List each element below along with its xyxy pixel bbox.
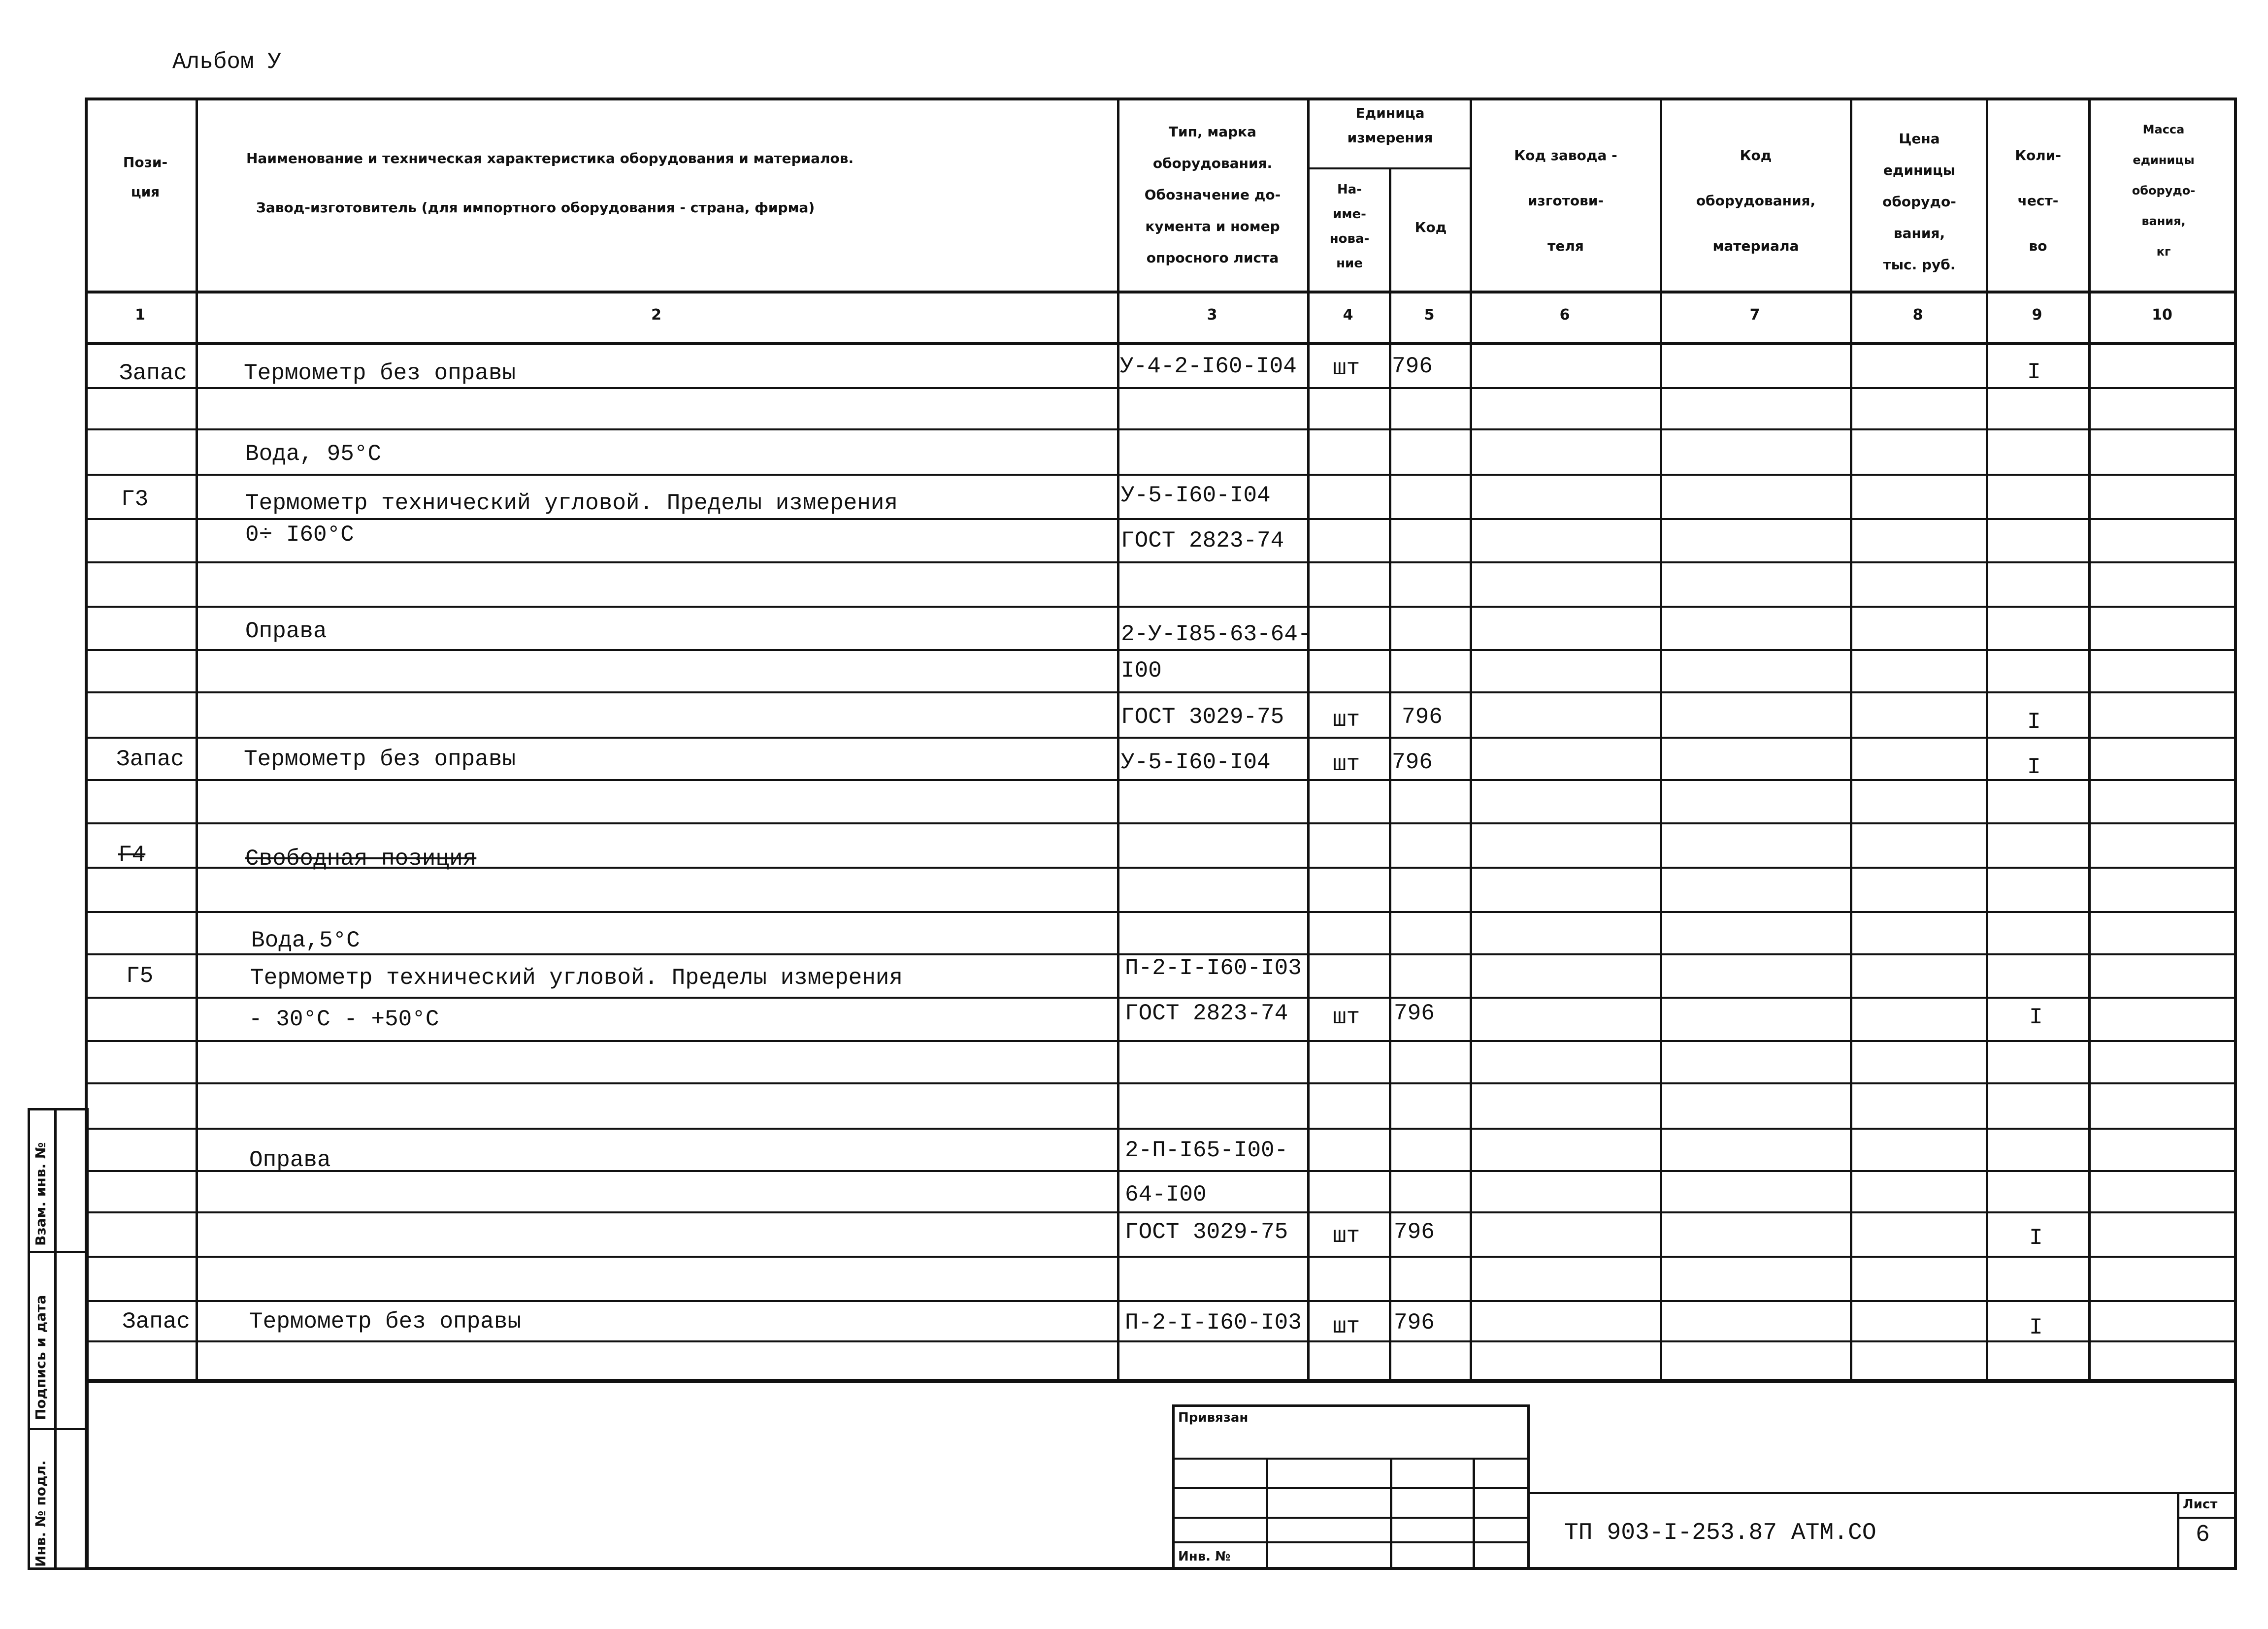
col-header-type: Тип, марка оборудования. Обозначение до- кумента и номер опросного листа [1144,124,1281,266]
type-cell: ГОСТ 3029-75 [1121,704,1284,730]
name-cell: Термометр технический угловой. Пределы измерения [250,965,903,991]
row-divider [85,291,2237,293]
row-divider [85,387,2237,389]
row-divider [2177,1517,2237,1519]
col-header-price: Цена единицы оборудо- вания, тыс. руб. [1882,130,1956,273]
qty-cell: I [2027,359,2041,385]
row-divider [1172,1517,1530,1519]
binding-label: Привязан [1178,1410,1249,1425]
col-header-name: Наименование и техническая характеристика оборудования и материалов. [246,150,854,166]
name-cell: Оправа [245,619,327,644]
unit-cell: шт [1333,1223,1360,1249]
code-cell: 796 [1402,704,1443,730]
col-number: 8 [1912,306,1923,324]
col-header-equipment-code: Код оборудования, материала [1696,147,1816,254]
side-label-inv: Инв. № подл. [33,1460,49,1567]
row-divider [85,428,2237,430]
col-divider [1473,1458,1475,1570]
inv-number-label: Инв. № [1178,1549,1231,1564]
qty-cell: I [2029,1315,2043,1340]
col-header-unit-code: Код [1414,219,1447,235]
document-code: ТП 903-I-253.87 АТМ.СО [1564,1520,1876,1546]
side-label-replace: Взам. инв. № [33,1142,49,1246]
col-number: 4 [1343,306,1353,324]
name-cell: - 30°С - +50°С [249,1007,439,1032]
row-divider [1172,1487,1530,1489]
type-cell: У-5-I60-I04 [1121,483,1271,508]
col-header-plant-code: Код завода - изготови- теля [1514,147,1617,254]
row-divider [85,691,2237,693]
unit-cell: шт [1333,1314,1360,1339]
row-divider [1172,1458,1530,1460]
row-divider [85,1082,2237,1084]
album-label: Альбом У [172,49,281,75]
col-divider [1390,1458,1392,1570]
row-divider [1530,1492,2237,1494]
code-cell: 796 [1394,1001,1435,1026]
row-divider [1172,1541,1530,1543]
position-cell: Г5 [126,963,154,989]
type-cell: У-4-2-I60-I04 [1120,354,1297,379]
code-cell: 796 [1394,1219,1435,1245]
code-cell: 796 [1392,749,1433,775]
col-number: 5 [1424,306,1435,324]
name-cell: Термометр без оправы [244,360,516,386]
type-cell: П-2-I-I60-I03 [1125,1310,1302,1336]
col-divider [54,1108,57,1570]
type-cell: 2-У-I85-63-64- [1121,621,1312,647]
name-cell: Термометр без оправы [244,747,516,772]
row-divider [85,1340,2237,1342]
col-number: 10 [2152,306,2172,324]
row-divider [85,518,2237,520]
type-cell: 64-I00 [1125,1182,1207,1207]
qty-cell: I [2029,1005,2043,1030]
col-divider [1389,167,1391,1383]
row-divider [85,737,2237,739]
col-header-unit-name: На- име- нова- ние [1329,182,1370,271]
row-divider [85,606,2237,608]
col-number: 7 [1749,306,1760,324]
col-number: 3 [1207,306,1217,324]
col-header-mass: Масса единицы оборудо- вания, кг [2132,123,2196,259]
row-divider [28,1251,89,1253]
name-cell: Вода,5°С [251,928,360,953]
row-divider [28,1428,89,1430]
name-cell: Оправа [249,1147,331,1173]
qty-cell: I [2029,1225,2043,1251]
name-cell: Вода, 95°С [245,441,382,467]
position-cell: Г3 [121,487,149,512]
code-cell: 796 [1392,354,1433,379]
qty-cell: I [2027,709,2041,735]
position-cell: Запас [122,1309,191,1335]
position-cell: Запас [119,360,188,386]
name-cell: Термометр без оправы [249,1309,522,1335]
position-cell: Запас [116,747,185,772]
col-number: 6 [1559,306,1570,324]
name-cell: 0÷ I60°С [245,522,354,548]
unit-cell: шт [1333,356,1360,381]
row-divider [85,822,2237,824]
position-cell: Г4 [118,842,146,868]
col-number: 1 [135,306,145,324]
row-divider [85,997,2237,999]
type-cell: I00 [1121,658,1162,684]
col-number: 9 [2032,306,2042,324]
type-cell: ГОСТ 2823-74 [1125,1001,1288,1026]
row-divider [85,474,2237,476]
row-divider [85,911,2237,913]
type-cell: У-5-I60-I04 [1121,749,1271,775]
row-divider [85,1300,2237,1302]
col-header-position: Пози- ция [123,154,168,200]
row-divider [85,779,2237,781]
col-divider [1266,1458,1268,1570]
side-label-sign: Подпись и дата [33,1295,49,1420]
sheet-number: 6 [2196,1522,2210,1548]
row-divider [85,649,2237,651]
name-cell: Свободная позиция [245,846,477,872]
unit-cell: шт [1333,707,1360,733]
row-divider [85,342,2237,345]
row-divider [85,1128,2237,1130]
unit-cell: шт [1333,1005,1360,1030]
code-cell: 796 [1394,1310,1435,1336]
qty-cell: I [2027,754,2041,780]
unit-cell: шт [1333,751,1360,777]
sheet-label: Лист [2183,1497,2218,1512]
row-divider [85,1170,2237,1172]
sheet-bottom-frame [85,1380,2237,1570]
type-cell: 2-П-I65-I00- [1125,1138,1288,1163]
row-divider [1307,167,1472,169]
col-number: 2 [651,306,661,324]
type-cell: П-2-I-I60-I03 [1125,955,1302,981]
col-header-unit: Единица измерения [1347,105,1433,146]
col-header-maker: Завод-изготовитель (для импортного оборудования - страна, фирма) [256,199,815,216]
row-divider [85,561,2237,563]
name-cell: Термометр технический угловой. Пределы измерения [245,490,898,516]
type-cell: ГОСТ 2823-74 [1121,528,1284,554]
col-header-quantity: Коли- чест- во [2015,147,2061,254]
row-divider [85,1256,2237,1258]
type-cell: ГОСТ 3029-75 [1125,1219,1288,1245]
row-divider [85,1040,2237,1042]
row-divider [85,1211,2237,1213]
